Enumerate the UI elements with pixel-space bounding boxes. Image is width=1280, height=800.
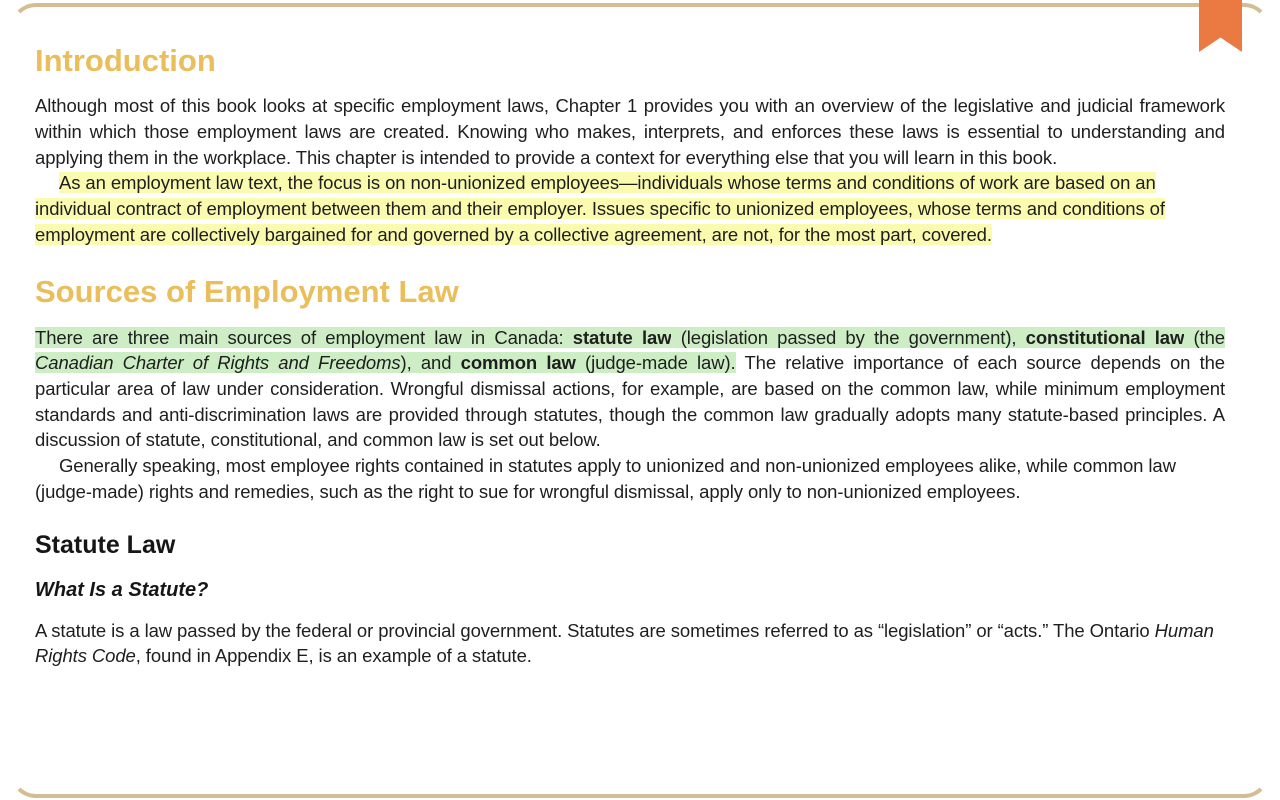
- highlighted-text-segment[interactable]: There are three main sources of employment law in Canada:: [35, 326, 573, 348]
- highlighted-text-segment[interactable]: (judge-made law).: [575, 352, 736, 374]
- sources-paragraph-2: Generally speaking, most employee rights contained in statutes apply to unionized and non-unionized employees alike, while common law (judge-made) rights and remedies, such as the right to sue for wrongful dismissal, apply only to non-unionized employees.: [35, 455, 1176, 502]
- highlighted-text-segment[interactable]: statute law: [572, 326, 672, 348]
- highlighted-text-segment[interactable]: common law: [460, 352, 576, 374]
- text-segment: , found in Appendix E, is an example of a statute.: [135, 645, 532, 667]
- highlighted-text-segment[interactable]: (legislation passed by the government),: [671, 326, 1026, 348]
- highlighted-text-segment[interactable]: (the: [1184, 326, 1225, 348]
- intro-paragraph-1: Although most of this book looks at specific employment laws, Chapter 1 provides you with an overview of the legislative and judicial framework within which those employment laws are created. Knowing who makes, interprets, and enforces these laws is essential to understanding and applying them in the workplace. This chapter is intended to provide a context for everything else that you will learn in this book.: [35, 95, 1225, 168]
- subsubsection-heading-what-is-a-statute: What Is a Statute?: [35, 578, 209, 601]
- text-segment: The relative importance of each source depends on the particular area of law under consideration. Wrongful dismissal actions, for example, are based on the common law, while minimum employment standards and anti-discrimination laws are provided through statutes, though the common law gradually adopts many statute-based principles. A discussion of statute, constitutional, and common law is set out below.: [35, 352, 1225, 451]
- highlighted-text-segment[interactable]: As an employment law text, the focus is on non-unionized employees—individuals whose terms and conditions of work are based on an individual contract of employment between them and their employer. Issues specific to unionized employees, whose terms and conditions of employment are collectively bargained for and governed by a collective agreement, are not, for the most part, covered.: [35, 172, 1165, 245]
- highlighted-text-segment[interactable]: ), and: [400, 352, 461, 374]
- page-border-bottom: [10, 752, 1270, 798]
- statute-paragraph: [35, 618, 1225, 669]
- text-segment: A statute is a law passed by the federal or provincial government. Statutes are sometimes referred to as “legislation” or “acts.” The Ontario: [35, 619, 1155, 641]
- subsection-heading-statute-law: Statute Law: [35, 530, 176, 559]
- section-heading-sources-of-employment-law: Sources of Employment Law: [35, 274, 459, 310]
- section-heading-introduction: Introduction: [35, 43, 216, 78]
- intro-paragraph-2-highlighted: [35, 170, 1225, 247]
- highlighted-text-segment[interactable]: Canadian Charter of Rights and Freedoms: [35, 352, 401, 374]
- highlighted-text-segment[interactable]: constitutional law: [1025, 326, 1185, 348]
- sources-paragraph-1-highlighted: [35, 325, 1225, 454]
- text-segment: Human Rights Code: [35, 619, 1214, 667]
